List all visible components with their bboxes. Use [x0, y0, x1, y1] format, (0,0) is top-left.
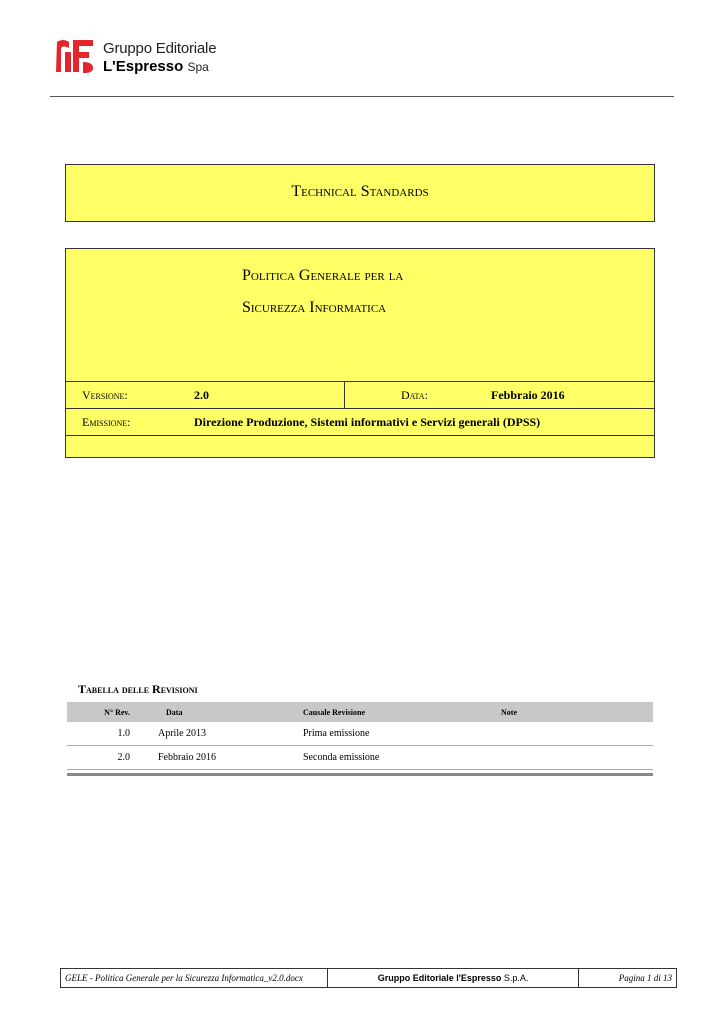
footer-filename: GELE - Politica Generale per la Sicurezza Informatica_v2.0.docx: [61, 969, 328, 988]
empty-row: [66, 436, 654, 459]
footer-page-number: Pagina 1 di 13: [579, 969, 677, 988]
page-footer: [60, 968, 677, 988]
table-row: [67, 746, 653, 770]
revisions-title: Tabella delle Revisioni: [78, 682, 198, 696]
document-title-line1: Politica Generale per la: [242, 267, 404, 284]
version-row: [66, 382, 654, 409]
rev-number: 2.0: [67, 746, 146, 770]
header-note: Note: [501, 702, 653, 722]
data-value: Febbraio 2016: [491, 382, 654, 409]
versione-value: 2.0: [194, 382, 345, 409]
revisions-bottom-rule: [67, 773, 653, 776]
header-rev: N° Rev.: [67, 702, 146, 722]
header-divider: [50, 96, 674, 97]
document-title-box: [65, 248, 655, 458]
rev-note: [501, 746, 653, 770]
data-label: Data:: [401, 382, 491, 409]
emissione-label: Emissione:: [82, 409, 194, 436]
rev-date: Febbraio 2016: [146, 746, 303, 770]
header-data: Data: [146, 702, 303, 722]
logo-text-line1: Gruppo Editoriale: [103, 40, 217, 57]
emissione-value: Direzione Produzione, Sistemi informativi e Servizi generali (DPSS): [194, 409, 654, 436]
document-title-line2: Sicurezza Informatica: [242, 299, 387, 316]
document-info-table: [66, 381, 654, 458]
technical-standards-box: [65, 164, 655, 222]
logo-text-line2: L'Espresso Spa: [103, 58, 209, 75]
rev-reason: Seconda emissione: [303, 746, 501, 770]
document-category-title: Technical Standards: [291, 183, 429, 200]
rev-reason: Prima emissione: [303, 722, 501, 746]
footer-company: Gruppo Editoriale l'Espresso S.p.A.: [328, 969, 579, 988]
emissione-row: [66, 409, 654, 436]
rev-number: 1.0: [67, 722, 146, 746]
rev-note: [501, 722, 653, 746]
revisions-header-row: [67, 702, 653, 722]
versione-label: Versione:: [82, 382, 194, 409]
espresso-logo-icon: [55, 38, 95, 74]
table-row: [67, 722, 653, 746]
revisions-table: [67, 702, 653, 770]
header-causale: Causale Revisione: [303, 702, 501, 722]
rev-date: Aprile 2013: [146, 722, 303, 746]
